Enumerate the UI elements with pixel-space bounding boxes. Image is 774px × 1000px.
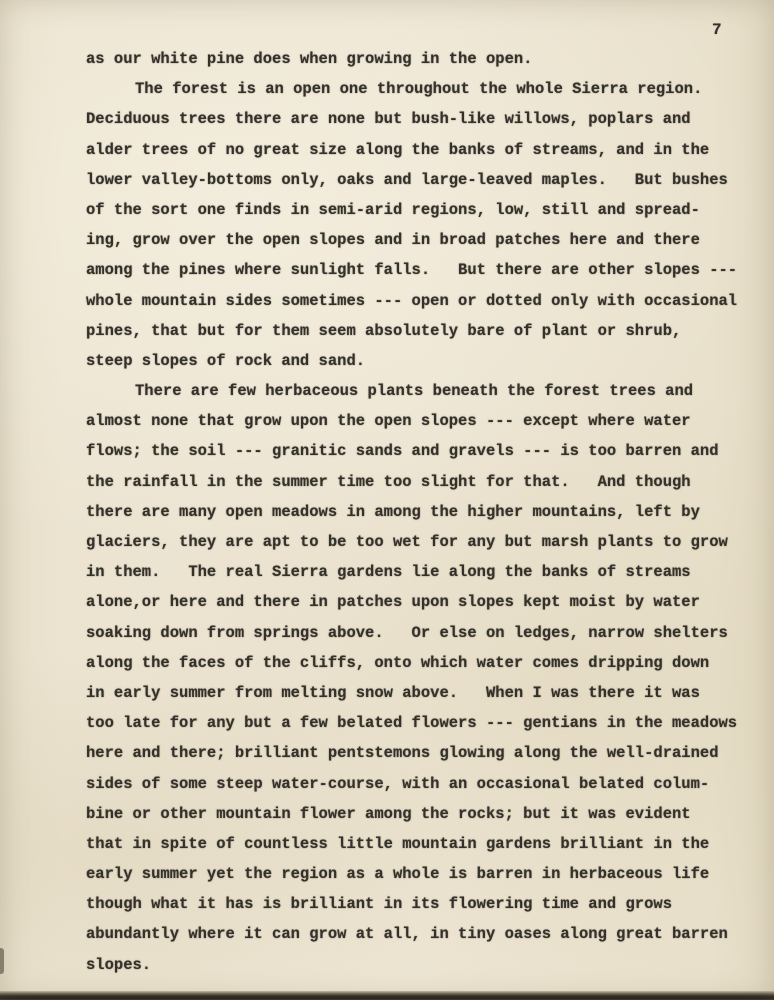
text-line: alone,or here and there in patches upon slopes kept moist by water: [86, 593, 700, 612]
text-line: the rainfall in the summer time too slight for that. And though: [86, 472, 691, 491]
text-line: too late for any but a few belated flowers --- gentians in the meadows: [86, 714, 738, 733]
text-line: soaking down from springs above. Or else on ledges, narrow shelters: [86, 623, 728, 642]
text-line: though what it has is brilliant in its flowering time and grows: [86, 895, 672, 914]
text-line: early summer yet the region as a whole is barren in herbaceous life: [86, 865, 710, 884]
text-line: here and there; brilliant pentstemons glowing along the well-drained: [86, 744, 719, 763]
text-line: almost none that grow upon the open slopes --- except where water: [86, 412, 691, 431]
text-line: ing, grow over the open slopes and in broad patches here and there: [86, 231, 700, 250]
text-line: whole mountain sides sometimes --- open or dotted only with occasional: [86, 291, 738, 310]
text-line: abundantly where it can grow at all, in tiny oases along great barren: [86, 925, 728, 944]
text-line: There are few herbaceous plants beneath the forest trees and: [135, 382, 694, 401]
text-line: The forest is an open one throughout the whole Sierra region.: [135, 80, 703, 99]
page-number: 7: [712, 21, 723, 39]
text-line: pines, that but for them seem absolutely bare of plant or shrub,: [86, 321, 682, 340]
text-line: in early summer from melting snow above. When I was there it was: [86, 683, 700, 702]
text-line: as our white pine does when growing in the open.: [86, 50, 533, 68]
text-line: glaciers, they are apt to be too wet for any but marsh plants to grow: [86, 533, 728, 551]
text-line: in them. The real Sierra gardens lie along the banks of streams: [86, 563, 691, 582]
text-line: among the pines where sunlight falls. But there are other slopes ---: [86, 261, 738, 280]
text-line: along the faces of the cliffs, onto which water comes dripping down: [86, 653, 710, 672]
text-line: Deciduous trees there are none but bush-like willows, poplars and: [86, 110, 691, 129]
text-line: alder trees of no great size along the banks of streams, and in the: [86, 140, 710, 159]
text-line: steep slopes of rock and sand.: [86, 351, 366, 370]
text-line: there are many open meadows in among the higher mountains, left by: [86, 502, 700, 521]
text-line: slopes.: [86, 955, 152, 974]
text-line: lower valley-bottoms only, oaks and large-leaved maples. But bushes: [86, 170, 728, 189]
typewritten-text: [86, 44, 736, 980]
text-line: flows; the soil --- granitic sands and gravels --- is too barren and: [86, 442, 719, 461]
text-line: that in spite of countless little mountain gardens brilliant in the: [86, 834, 710, 853]
text-line: bine or other mountain flower among the rocks; but it was evident: [86, 804, 691, 823]
page-bottom-edge: [0, 991, 774, 1000]
text-line: of the sort one finds in semi-arid regions, low, still and spread-: [86, 200, 700, 219]
scan-edge-mark: [0, 948, 4, 974]
text-line: sides of some steep water-course, with an occasional belated colum-: [86, 774, 710, 793]
